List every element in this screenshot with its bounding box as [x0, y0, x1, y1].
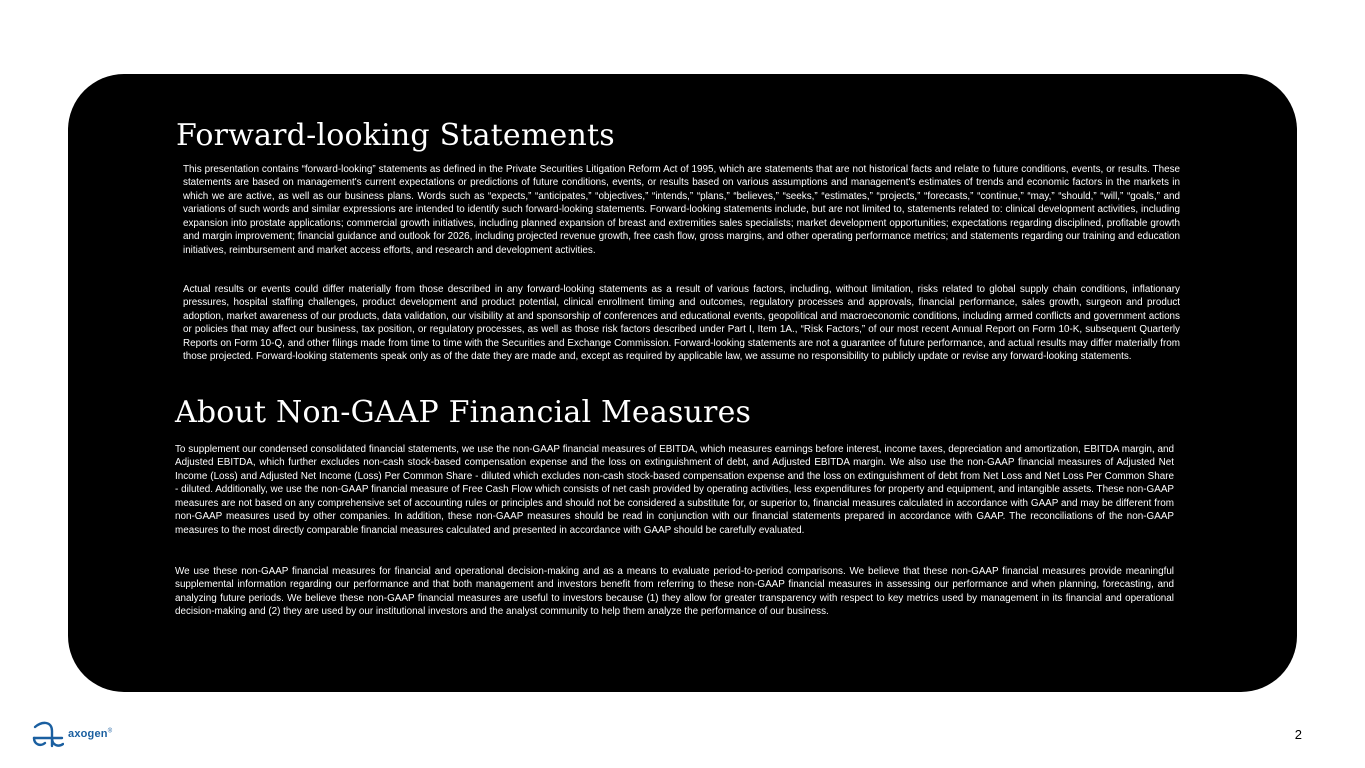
non-gaap-paragraph-1: To supplement our condensed consolidated financial statements, we use the non-GAAP financial measures of EBITDA, which measures earnings before interest, income taxes, depreciation and amortization, EBITDA margin, and Adjusted EBITDA, which further excludes non-cash stock-based compensation expense and the loss on extinguishment of debt, and Adjusted EBITDA margin. We also use the non-GAAP financial measures of Adjusted Net Income (Loss) and Adjusted Net Income (Loss) Per Common Share - diluted which excludes non-cash stock-based compensation expense and the loss on extinguishment of debt from Net Loss and Net Loss Per Common Share - diluted. Additionally, we use the non-GAAP financial measure of Free Cash Flow which consists of net cash provided by operating activities, less expenditures for property and equipment, and intangible assets. These non-GAAP measures are not based on any comprehensive set of accounting rules or principles and should not be considered a substitute for, or superior to, financial measures calculated in accordance with GAAP and may be different from non-GAAP measures used by other companies. In addition, these non-GAAP measures should be read in conjunction with our financial statements prepared in accordance with GAAP. The reconciliations of the non-GAAP measures to the most directly comparable financial measures calculated and presented in accordance with GAAP should be carefully evaluated.: [175, 444, 1174, 536]
axogen-mark-icon: [32, 719, 64, 749]
forward-looking-title: Forward-looking Statements: [176, 118, 615, 153]
page-number: 2: [1294, 727, 1302, 742]
non-gaap-paragraph-2: We use these non-GAAP financial measures for financial and operational decision-making and as a means to evaluate period-to-period comparisons. We believe that these non-GAAP financial measures provide meaningful supplemental information regarding our performance and that both management and investors benefit from referring to these non-GAAP financial measures in assessing our performance and when planning, forecasting, and analyzing future periods. We believe these non-GAAP financial measures are useful to investors because (1) they allow for greater transparency with respect to key metrics used by management in its financial and operational decision-making and (2) they are used by our institutional investors and the analyst community to help them analyze the performance of our business.: [175, 566, 1174, 618]
forward-looking-paragraph-2: Actual results or events could differ materially from those described in any forward-looking statements as a result of various factors, including, without limitation, risks related to global supply chain conditions, inflationary pressures, hospital staffing challenges, product development and product potential, clinical enrollment timing and outcomes, regulatory processes and approvals, financial performance, sales growth, surgeon and product adoption, market awareness of our products, data validation, our visibility at and sponsorship of conferences and educational events, geopolitical and macroeconomic conditions, including armed conflicts and government actions or policies that may affect our business, tax position, or regulatory processes, as well as those risk factors described under Part I, Item 1A., “Risk Factors,” of our most recent Annual Report on Form 10-K, subsequent Quarterly Reports on Form 10-Q, and other filings made from time to time with the Securities and Exchange Commission. Forward-looking statements are not a guarantee of future performance, and actual results may differ materially from those projected. Forward-looking statements speak only as of the date they are made and, except as required by applicable law, we assume no responsibility to publicly update or revise any forward-looking statements.: [183, 284, 1180, 363]
forward-looking-paragraph-1: This presentation contains “forward-looking” statements as defined in the Private Securities Litigation Reform Act of 1995, which are statements that are not historical facts and relate to future conditions, events, or results. These statements are based on management's current expectations or predictions of future conditions, events, or results based on various assumptions and management's estimates of trends and economic factors in the markets in which we are active, as well as our business plans. Words such as “expects,” “anticipates,” “objectives,” “intends,” “plans,” “believes,” “seeks,” “estimates,” “projects,” “forecasts,” “continue,” “may,” “should,” “will,” “goals,” and variations of such words and similar expressions are intended to identify such forward-looking statements. Forward-looking statements include, but are not limited to, statements related to: clinical development activities, including expansion into prostate applications; commercial growth initiatives, including planned expansion of breast and extremities sales specialists; market development opportunities; expectations regarding disciplined, profitable growth and margin improvement; financial guidance and outlook for 2026, including projected revenue growth, free cash flow, gross margins, and other operating performance metrics; and statements regarding our training and education initiatives, reimbursement and market access efforts, and research and development activities.: [183, 164, 1180, 256]
non-gaap-title: About Non-GAAP Financial Measures: [175, 395, 752, 430]
axogen-wordmark: axogen®: [68, 728, 113, 740]
axogen-logo: [32, 718, 132, 750]
